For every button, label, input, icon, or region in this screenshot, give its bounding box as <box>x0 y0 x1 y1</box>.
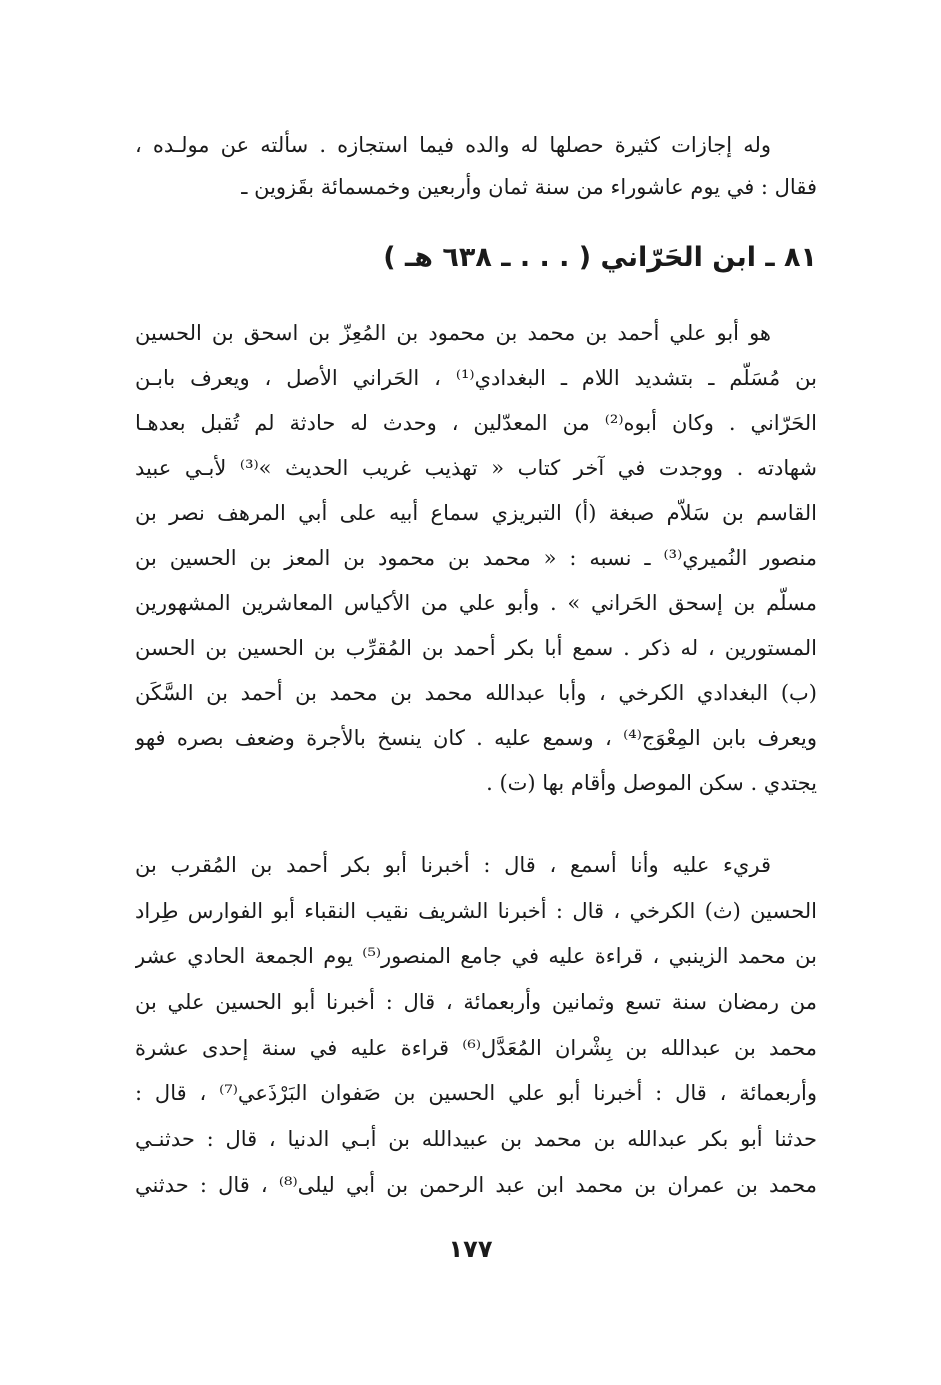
text-line: منصور النُميري⁽³⁾ ـ نسبه : « محمد بن محمود بن المعز بن الحسين بن <box>135 546 817 570</box>
biography-paragraph <box>135 311 817 806</box>
text-line: الحسين (ث) الكرخي ، قال : أخبرنا الشريف نقيب النقباء أبو الفوارس طِراد <box>135 898 817 923</box>
text-line: (ب) البغدادي الكرخي ، وأبا عبدالله محمد بن محمد بن أحمد بن السَّكَن <box>135 681 817 705</box>
page-number: ١٧٧ <box>448 1235 493 1263</box>
text-line: المستورين ، له ذكر . سمع أبا بكر أحمد بن المُقرِّب بن الحسين بن الحسن <box>135 636 817 660</box>
text-line: ويعرف بابن المِعْوَج⁽⁴⁾ ، وسمع عليه . كان ينسخ بالأجرة وضعف بصره فهو <box>135 726 817 750</box>
text-line: بن محمد الزينبي ، قراءة عليه في جامع المنصور⁽⁵⁾ يوم الجمعة الحادي عشر <box>135 944 817 969</box>
text-line: وأربعمائة ، قال : أخبرنا أبو علي الحسين بن صَفوان البَرْذَعي⁽⁷⁾ ، قال : <box>135 1081 817 1106</box>
text-line: هو أبو علي أحمد بن محمد بن محمود بن المُعِزّ بن اسحق بن الحسين <box>135 321 771 345</box>
text-line: شهادته . ووجدت في آخر كتاب « تهذيب غريب الحديث »⁽³⁾ لأبـي عبيد <box>135 456 817 480</box>
isnad-paragraph <box>135 843 817 1209</box>
text-line: قريء عليه وأنا أسمع ، قال : أخبرنا أبو بكر أحمد بن المُقرب بن <box>135 853 771 877</box>
text-line: وله إجازات كثيرة حصلها له والده فيما استجازه . سألته عن مولـده ، <box>135 133 771 157</box>
text-line: محمد بن عمران بن محمد ابن عبد الرحمن بن أبي ليلى⁽⁸⁾ ، قال : حدثني <box>135 1172 817 1197</box>
text-line: الحَرّاني . وكان أبوه⁽²⁾ من المعدّلين ، وحدث له حادثة لم تُقبل بعدهـا <box>135 411 817 435</box>
entry-heading: ٨١ ـ ابن الحَرّاني ( . . . ـ ٦٣٨ هـ ) <box>383 242 817 273</box>
text-line: من رمضان سنة تسع وثمانين وأربعمائة ، قال : أخبرنا أبو الحسين علي بن <box>135 990 817 1015</box>
text-line: فقال : في يوم عاشوراء من سنة ثمان وأربعين وخمسمائة بقَزوين ـ <box>241 175 817 199</box>
text-line: يجتدي . سكن الموصل وأقام بها (ت) . <box>486 771 817 795</box>
text-line: القاسم بن سَلاّم صبغة (أ) التبريزي سماع أبيه على أبي المرهف نصر بن <box>135 501 817 525</box>
text-line: حدثنا أبو بكر عبدالله بن محمد بن عبيدالله بن أبـي الدنيا ، قال : حدثنـي <box>135 1127 817 1152</box>
text-line: محمد بن عبدالله بن بِشْران المُعَدَّل⁽⁶⁾ قراءة عليه في سنة إحدى عشرة <box>135 1035 817 1060</box>
text-line: بن مُسَلّم ـ بتشديد اللام ـ البغدادي⁽¹⁾ ، الحَراني الأصل ، ويعرف بابـن <box>135 366 817 390</box>
intro-paragraph <box>135 124 817 208</box>
text-line: مسلّم بن إسحق الحَراني » . وأبو علي من الأكياس المعاشرين المشهورين <box>135 591 817 615</box>
